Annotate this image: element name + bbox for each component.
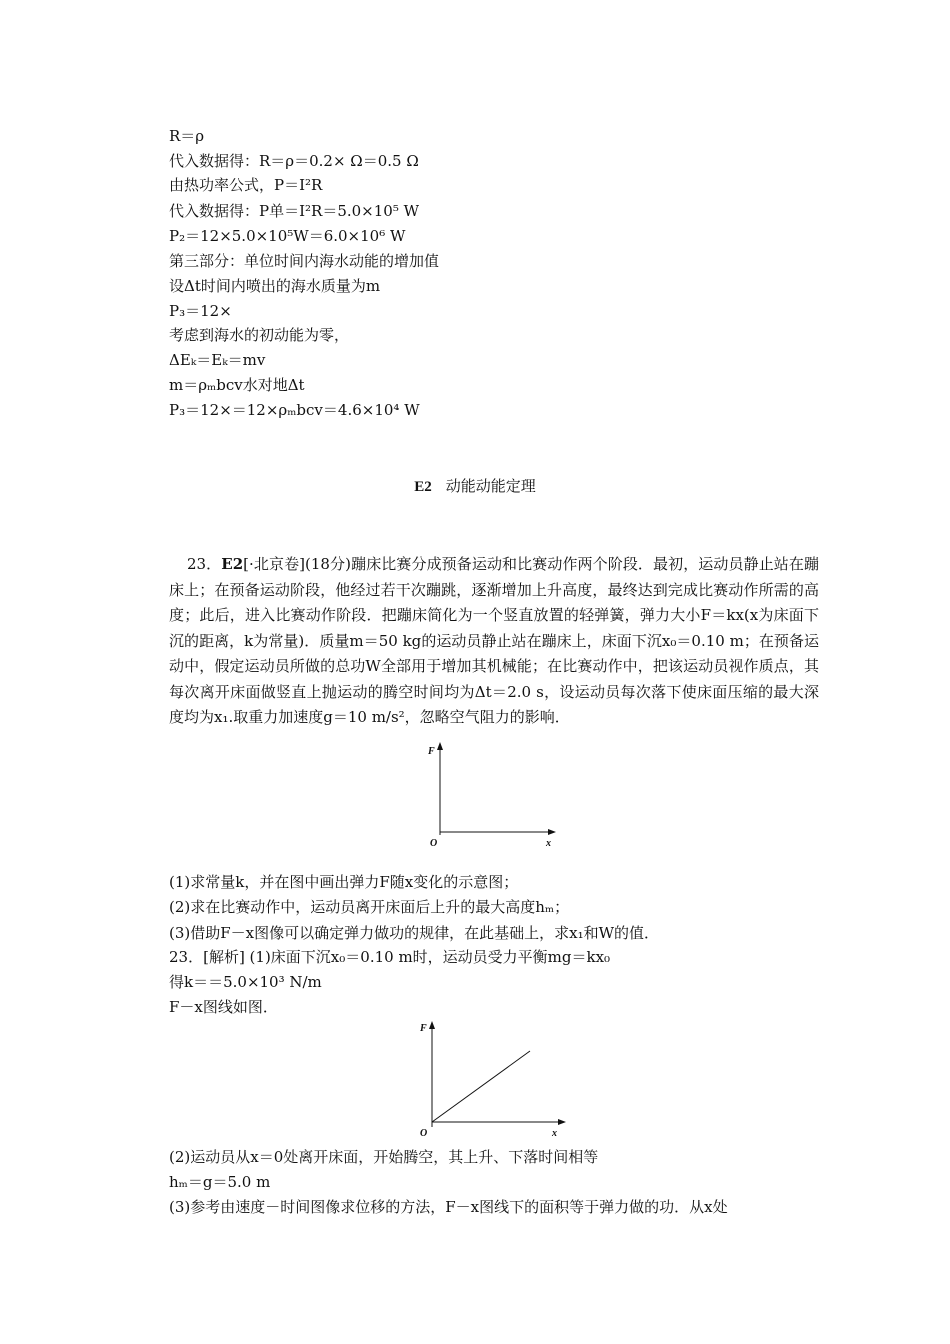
solution-line: hₘ＝g＝5.0 m [169,1173,271,1191]
section-title: 动能动能定理 [445,477,536,495]
solution-line: (2)运动员从x＝0处离开床面，开始腾空，其上升、下落时间相等 [169,1148,599,1166]
x-axis-label: x [546,838,551,849]
calc-line: 由热功率公式，P＝I²R [169,176,323,194]
problem-text: (18分)蹦床比赛分成预备运动和比赛动作两个阶段．最初，运动员静止站在蹦床上；在预备运动阶段，他经过若干次蹦跳，逐渐增加上升高度，最终达到完成比赛动作所需的高度；此后，进入比赛动作阶段．把蹦床简化为一个竖直放置的轻弹簧，弹力大小F＝kx(x为床面下沉的距离，k为常量)．质量m＝50 kg的运动员静止站在蹦床上，床面下沉x₀＝0.10 m；在预备运动中，假定运动员所做的总功W全部用于增加其机械能；在比赛动作中，把该运动员视作质点，其每次离开床面做竖直上抛运动的腾空时间均为Δt＝2.0 s，设运动员每次落下使床面压缩的最大深度均为x₁.取重力加速度g＝10 m/s²，忽略空气阻力的影响． [169,555,819,726]
calc-line: 设Δt时间内喷出的海水质量为m [169,277,381,295]
force-line [432,1051,530,1122]
x-axis-label: x [552,1128,557,1139]
y-axis-label: F [428,746,435,757]
section-code: E2 [414,479,432,495]
x-axis-arrow [558,1119,566,1125]
origin-label: O [420,1128,428,1139]
calc-line: 代入数据得：R＝ρ＝0.2× Ω＝0.5 Ω [169,152,419,170]
calc-line: 考虑到海水的初动能为零， [169,326,350,344]
calc-line: 第三部分：单位时间内海水动能的增加值 [169,252,440,270]
solution-line: 23．[解析] (1)床面下沉x₀＝0.10 m时，运动员受力平衡mg＝kx₀ [169,948,611,966]
problem-source: [·北京卷] [243,555,306,573]
calc-line: P₂＝12×5.0×10⁵W＝6.0×10⁶ W [169,227,406,245]
calc-line: ΔEₖ＝Eₖ＝mv [169,351,266,369]
force-displacement-graph [410,1015,570,1140]
y-axis-arrow [429,1021,435,1029]
origin-label: O [430,838,438,849]
question-1: (1)求常量k，并在图中画出弹力F随x变化的示意图； [169,873,519,891]
solution-line: F－x图线如图． [169,998,278,1016]
calc-line: 代入数据得：P单＝I²R＝5.0×10⁵ W [169,202,420,220]
question-2: (2)求在比赛动作中，运动员离开床面后上升的最大高度hₘ； [169,898,570,916]
y-axis-arrow [437,742,443,750]
problem-tag: E2 [221,555,244,573]
section-heading [0,475,950,496]
blank-force-graph [420,740,560,850]
question-3: (3)借助F－x图像可以确定弹力做功的规律，在此基础上，求x₁和W的值． [169,924,660,942]
problem-statement [169,552,819,731]
calc-line: P₃＝12×＝12×ρₘbcv＝4.6×10⁴ W [169,401,420,419]
calc-line: R＝ρ [169,127,205,145]
calc-line: m＝ρₘbcv水对地Δt [169,376,305,394]
solution-line: (3)参考由速度－时间图像求位移的方法，F－x图线下的面积等于弹力做的功．从x处 [169,1198,728,1216]
calc-line: P₃＝12× [169,302,232,320]
solution-line: 得k＝＝5.0×10³ N/m [169,973,322,991]
y-axis-label: F [420,1023,427,1034]
problem-number: 23． [187,555,222,573]
x-axis-arrow [548,829,556,835]
